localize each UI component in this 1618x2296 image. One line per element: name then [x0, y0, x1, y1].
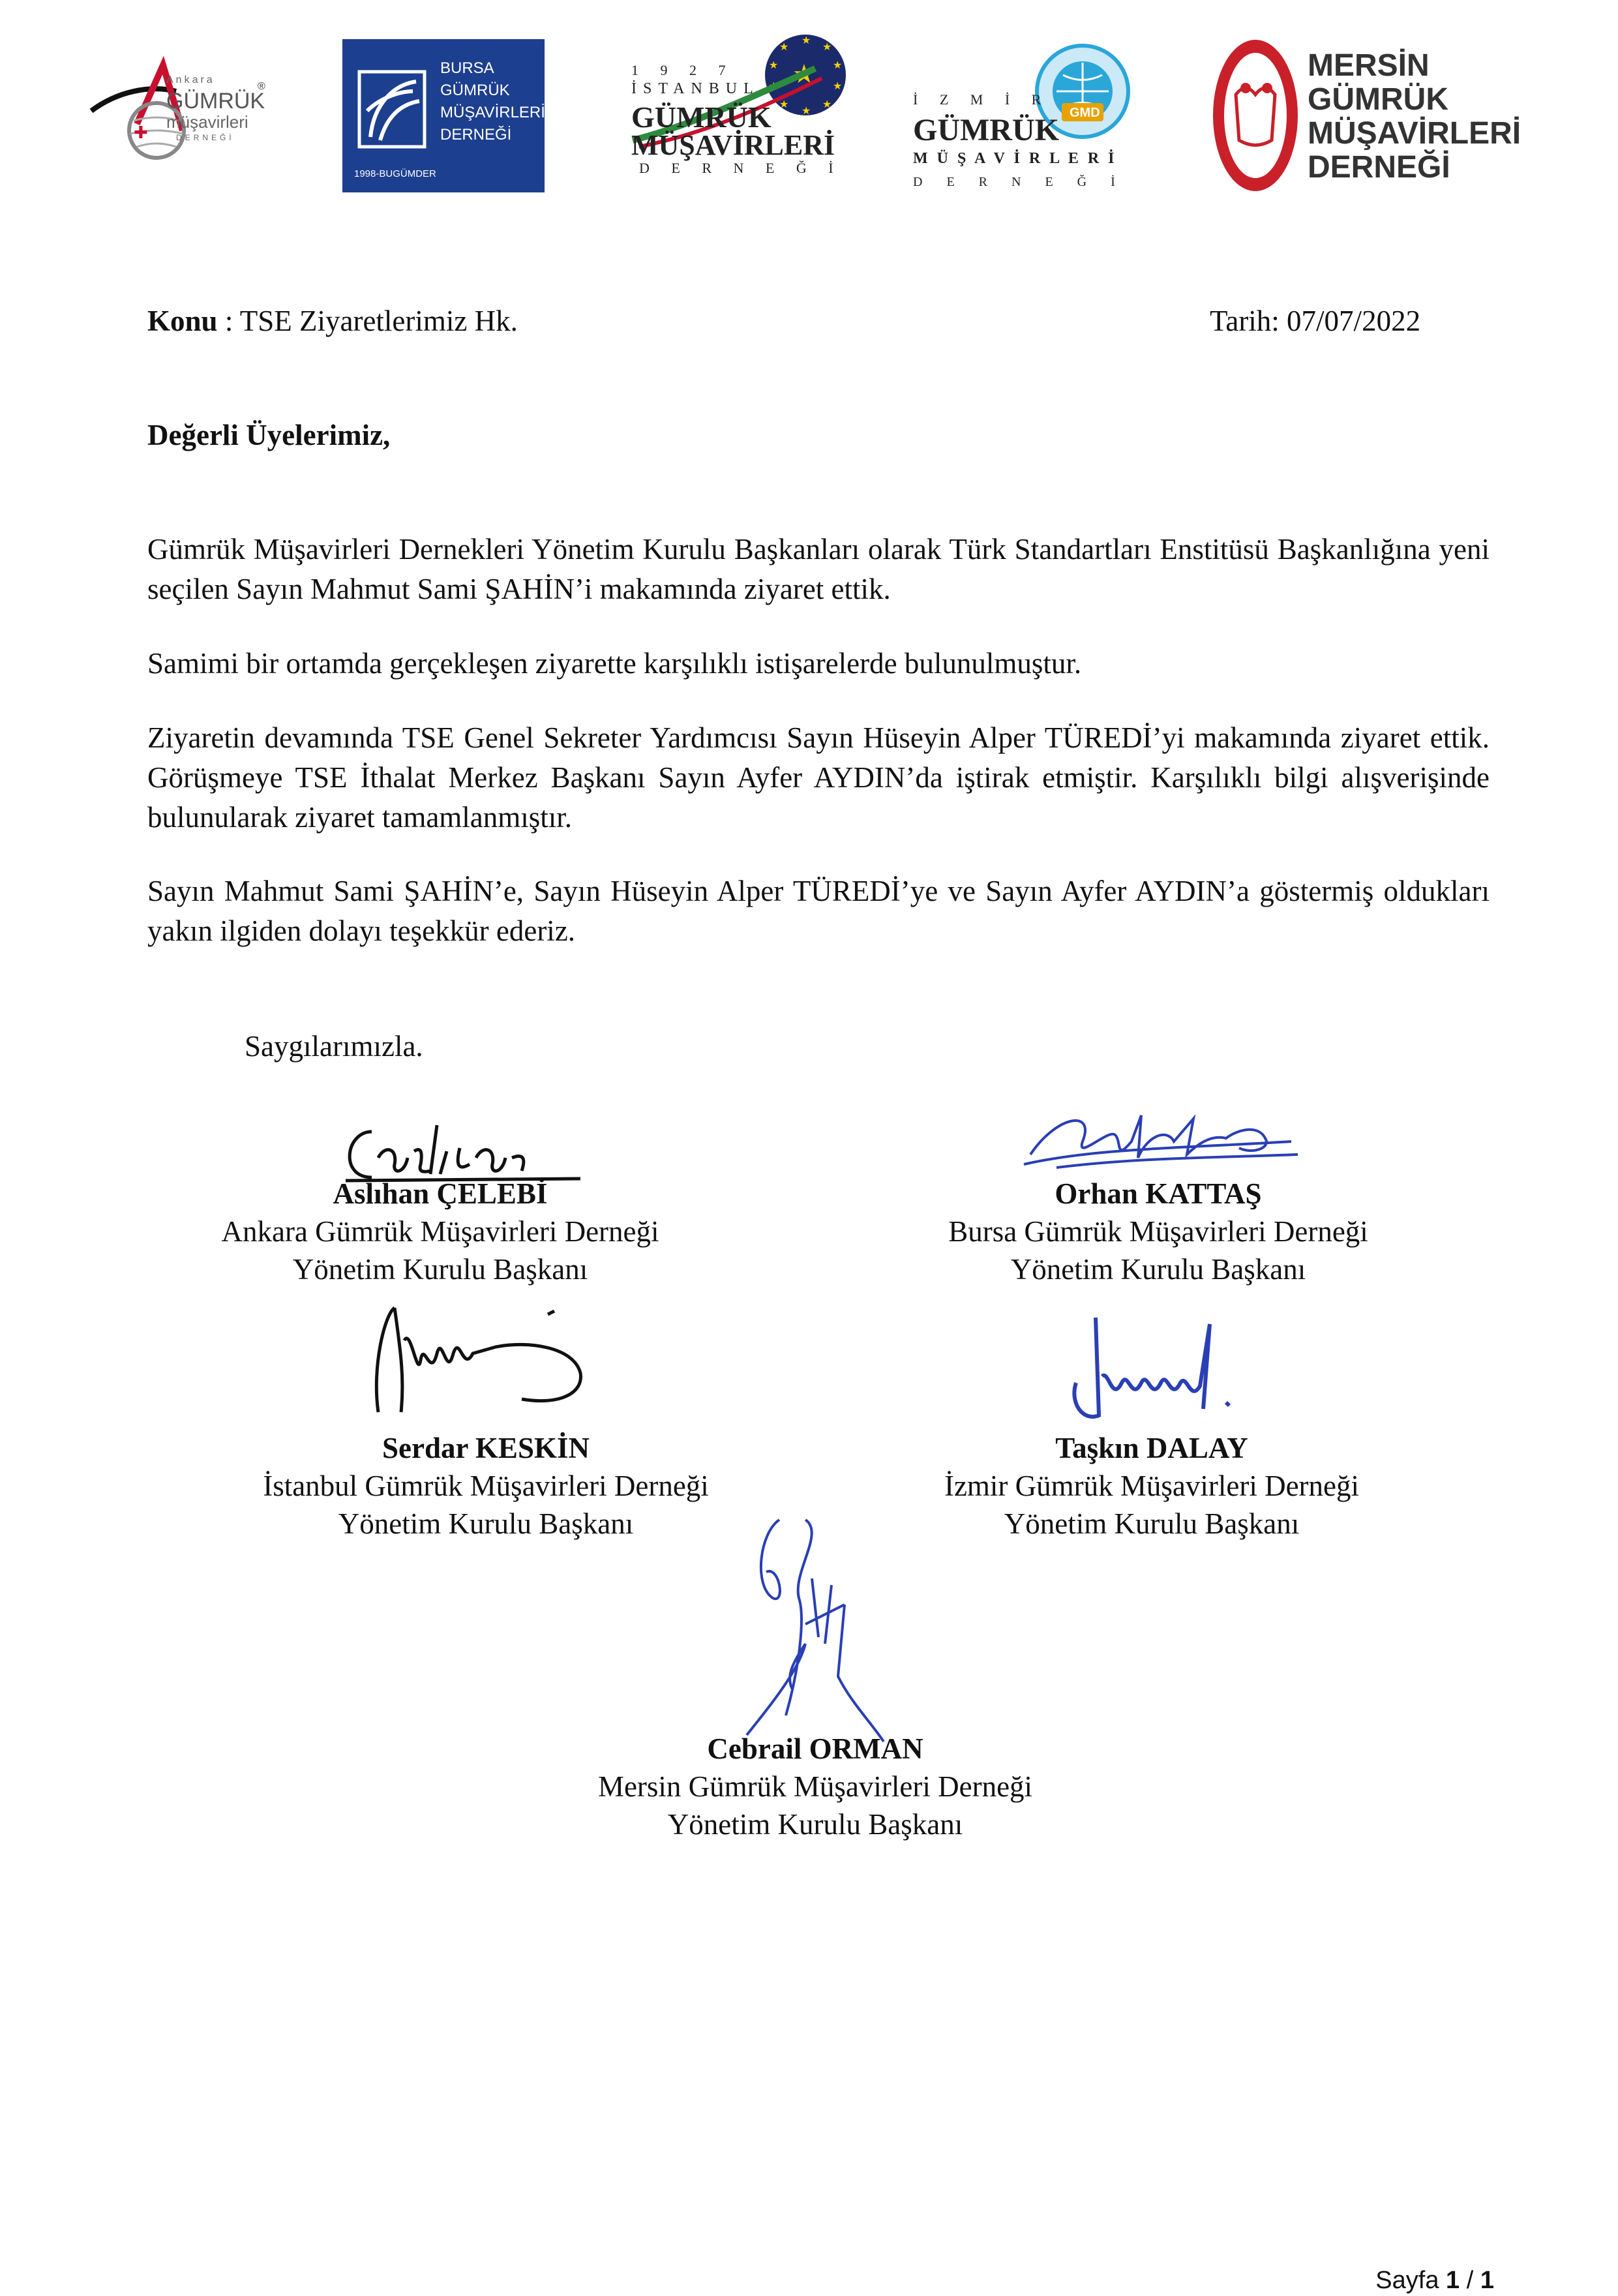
- signatory-dalay: [858, 1429, 1445, 1543]
- bursa-logo-line3: MÜŞAVİRLERİ: [440, 104, 545, 121]
- izmir-logo-line2: M Ü Ş A V İ R L E R İ: [913, 150, 1117, 167]
- svg-text:★: ★: [822, 40, 832, 53]
- body-paragraph-1: Gümrük Müşavirleri Dernekleri Yönetim Kurulu Başkanları olarak Türk Standartları Enstitüsü Başkanlığına yeni seçilen Sayın Mahmut Sami ŞAHİN’i makamında ziyaret ettik.: [147, 533, 1490, 605]
- bursa-logo: [342, 39, 545, 192]
- page-number: [1375, 2267, 1494, 2295]
- mersin-logo-line2: GÜMRÜK: [1308, 82, 1448, 117]
- signatory-title: Yönetim Kurulu Başkanı: [1010, 1253, 1306, 1286]
- istanbul-logo: [626, 29, 851, 186]
- signatory-org: İstanbul Gümrük Müşavirleri Derneği: [263, 1470, 709, 1502]
- signatory-org: Ankara Gümrük Müşavirleri Derneği: [221, 1215, 659, 1248]
- bursa-logo-line4: DERNEĞİ: [440, 126, 512, 144]
- ankara-logo-line2: GÜMRÜK: [166, 89, 265, 113]
- mersin-logo-line1: MERSİN: [1308, 48, 1430, 83]
- istanbul-logo-line2: MÜŞAVİRLERİ: [631, 129, 835, 161]
- signature-keskin-image: [365, 1301, 600, 1425]
- page-number-sep: /: [1460, 2267, 1480, 2294]
- bursa-logo-line2: GÜMRÜK: [440, 82, 510, 99]
- signature-kattas-image: [1017, 1102, 1311, 1174]
- body-paragraph-3: Ziyaretin devamında TSE Genel Sekreter Yardımcısı Sayın Hüseyin Alper TÜREDİ’yi makamında ziyaret ettik. Görüşmeye TSE İthalat Merkez Başkanı Sayın Ayfer AYDIN’da iştirak etmiştir. Karşılıklı bilgi alışverişinde bulunularak ziyaret tamamlanmıştır.: [147, 721, 1490, 834]
- signatory-title: Yönetim Kurulu Başkanı: [667, 1808, 963, 1841]
- signatory-name: Cebrail ORMAN: [707, 1732, 923, 1765]
- body-paragraph-4: Sayın Mahmut Sami ŞAHİN’e, Sayın Hüseyin Alper TÜREDİ’ye ve Sayın Ayfer AYDIN’a göstermiş oldukları yakın ilgiden dolayı teşekkür ederiz.: [147, 875, 1490, 947]
- signature-orman-image: [708, 1507, 916, 1755]
- signatory-name: Orhan KATTAŞ: [1055, 1177, 1262, 1210]
- salutation: Değerli Üyelerimiz,: [147, 419, 391, 451]
- bursa-logo-sub: 1998-BUGÜMDER: [354, 168, 436, 179]
- istanbul-logo-year: 1 9 2 7: [631, 62, 735, 78]
- ankara-logo-line4: DERNEĞİ: [176, 133, 235, 142]
- izmir-logo-badge: GMD: [1070, 106, 1100, 120]
- ankara-logo-line1: Ankara: [166, 74, 215, 85]
- signatory-orman: [522, 1730, 1109, 1843]
- signatory-org: Bursa Gümrük Müşavirleri Derneği: [948, 1215, 1368, 1248]
- svg-text:★: ★: [779, 98, 789, 110]
- izmir-logo-line1: GÜMRÜK: [913, 113, 1059, 147]
- svg-text:✚: ✚: [134, 123, 148, 142]
- istanbul-logo-city: İSTANBUL: [631, 80, 760, 97]
- signatory-name: Taşkın DALAY: [1055, 1432, 1248, 1464]
- svg-text:★: ★: [802, 34, 811, 46]
- izmir-logo-city: İ Z M İ R: [913, 91, 1051, 108]
- svg-text:★: ★: [822, 98, 832, 110]
- signatory-name: Aslıhan ÇELEBİ: [333, 1177, 548, 1210]
- subject-value: : TSE Ziyaretlerimiz Hk.: [217, 305, 518, 337]
- body-paragraph-2: Samimi bir ortamda gerçekleşen ziyarette karşılıklı istişarelerde bulunulmuştur.: [147, 647, 1082, 680]
- ankara-logo-reg: ®: [258, 81, 265, 92]
- svg-text:★: ★: [779, 40, 789, 53]
- svg-text:★: ★: [792, 59, 816, 89]
- svg-text:★: ★: [833, 59, 843, 71]
- signatory-kattas: [865, 1175, 1452, 1288]
- signatory-org: Mersin Gümrük Müşavirleri Derneği: [597, 1770, 1033, 1803]
- signature-dalay-image: [1056, 1311, 1272, 1435]
- bursa-logo-line1: BURSA: [440, 59, 494, 77]
- signatory-title: Yönetim Kurulu Başkanı: [1004, 1507, 1300, 1540]
- subject-line: [147, 301, 518, 341]
- mersin-logo: [1210, 36, 1521, 199]
- izmir-logo: [913, 39, 1135, 196]
- ankara-logo-line3: müşavirleri: [166, 112, 248, 132]
- svg-text:★: ★: [802, 104, 811, 117]
- istanbul-logo-line3: D E R N E Ğ İ: [639, 160, 843, 176]
- subject-label: Konu: [147, 305, 218, 337]
- date: Tarih: 07/07/2022: [1210, 305, 1421, 337]
- istanbul-logo-line1: GÜMRÜK: [631, 100, 772, 134]
- svg-text:★: ★: [769, 59, 779, 71]
- signatory-keskin: [192, 1429, 779, 1543]
- mersin-logo-line4: DERNEĞİ: [1308, 150, 1450, 185]
- izmir-logo-line3: D E R N E Ğ İ: [913, 175, 1126, 189]
- page-number-total: 1: [1480, 2267, 1494, 2294]
- ankara-logo: [78, 52, 274, 170]
- signatory-org: İzmir Gümrük Müşavirleri Derneği: [944, 1470, 1360, 1502]
- svg-text:★: ★: [769, 80, 779, 92]
- mersin-logo-line3: MÜŞAVİRLERİ: [1308, 116, 1521, 151]
- signatory-name: Serdar KESKİN: [382, 1432, 590, 1464]
- page-number-label: Sayfa: [1375, 2267, 1446, 2294]
- signatory-title: Yönetim Kurulu Başkanı: [338, 1507, 634, 1540]
- closing: Saygılarımızla.: [245, 1030, 423, 1063]
- page-number-current: 1: [1446, 2267, 1460, 2294]
- signatory-title: Yönetim Kurulu Başkanı: [292, 1253, 588, 1286]
- svg-text:★: ★: [833, 80, 843, 92]
- signatory-celebi: [147, 1175, 734, 1288]
